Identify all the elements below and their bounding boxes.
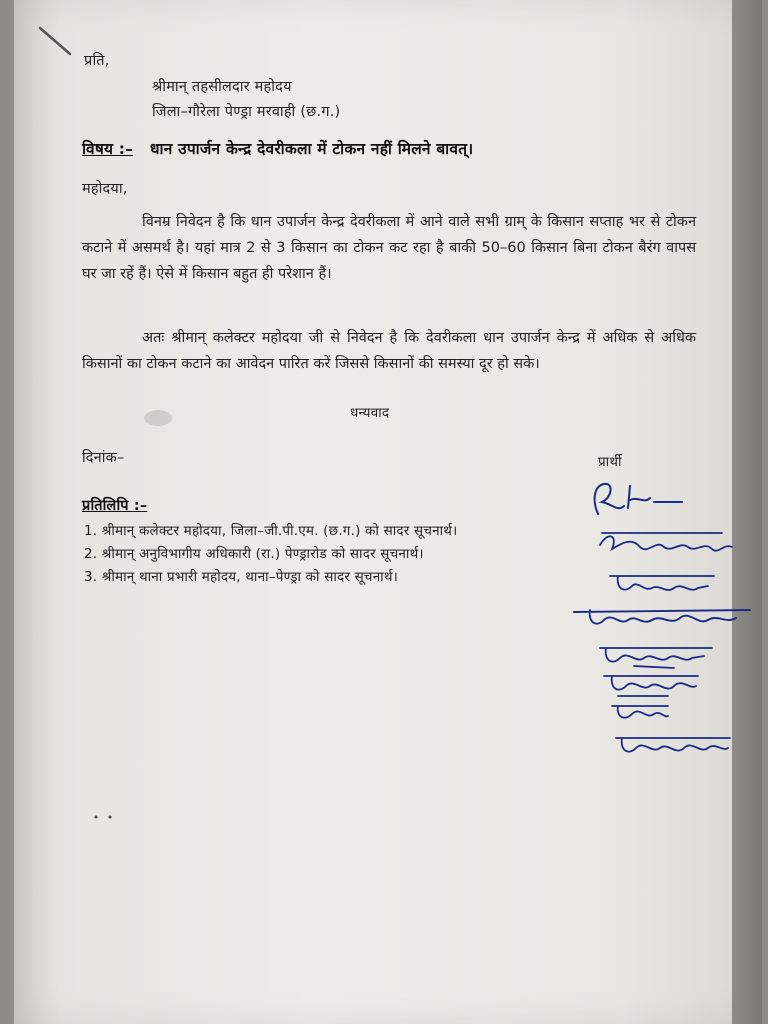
signature-8 xyxy=(610,728,740,764)
addressee-line2: जिला–गौरेला पेण्ड्रा मरवाही (छ.ग.) xyxy=(152,104,341,120)
body-paragraph-1: विनम्र निवेदन है कि धान उपार्जन केन्द्र देवरीकला में आने वाले सभी ग्राम् के किसान सप्ताह भर से टोकन कटाने में असमर्थ है। यहां मात्र 2 से 3 किसान का टोकन कट रहा है बाकी 50–60 किसान बिना टोकन बैरंग वापस घर जा रहें हैं। ऐसे में किसान बहुत ही परेशान हैं। xyxy=(82,214,696,282)
page-edge-shadow xyxy=(732,0,762,1024)
smudge-mark xyxy=(144,410,172,426)
signature-1 xyxy=(584,478,694,523)
signature-2 xyxy=(592,525,742,565)
copy-item-2: 2. श्रीमान् अनुविभागीय अधिकारी (रा.) पेण्ड्रारोड को सादर सूचनार्थ। xyxy=(84,546,424,562)
signature-4 xyxy=(570,596,760,636)
copy-item-3: 3. श्रीमान् थाना प्रभारी महोदय, थाना–पेण्ड्रा को सादर सूचनार्थ। xyxy=(84,569,399,585)
salutation: महोदया, xyxy=(82,181,128,197)
date-label: दिनांक– xyxy=(82,450,125,466)
thanks-text: धन्यवाद xyxy=(350,405,390,421)
addressee-line1: श्रीमान् तहसीलदार महोदय xyxy=(152,79,292,95)
copy-item-1: 1. श्रीमान् कलेक्टर महोदया, जिला–जी.पी.एम. (छ.ग.) को सादर सूचनार्थ। xyxy=(84,523,458,539)
applicant-label: प्रार्थी xyxy=(598,454,622,470)
pencil-mark xyxy=(36,24,76,60)
dot-mark xyxy=(90,812,120,822)
signature-7 xyxy=(606,696,676,726)
subject-text: धान उपार्जन केन्द्र देवरीकला में टोकन नहीं मिलने बावत्। xyxy=(150,140,474,158)
subject-label: विषय :– xyxy=(82,140,134,158)
to-label: प्रति, xyxy=(84,53,110,69)
body-paragraph-2: अतः श्रीमान् कलेक्टर महोदया जी से निवेदन है कि देवरीकला धान उपार्जन केन्द्र में अधिक से अधिक किसानों का टोकन कटाने का आवेदन पारित करें जिससे किसानों की समस्या दूर हो सके। xyxy=(82,330,696,372)
letter-page xyxy=(14,0,762,1024)
copy-label: प्रतिलिपि :– xyxy=(82,498,148,514)
